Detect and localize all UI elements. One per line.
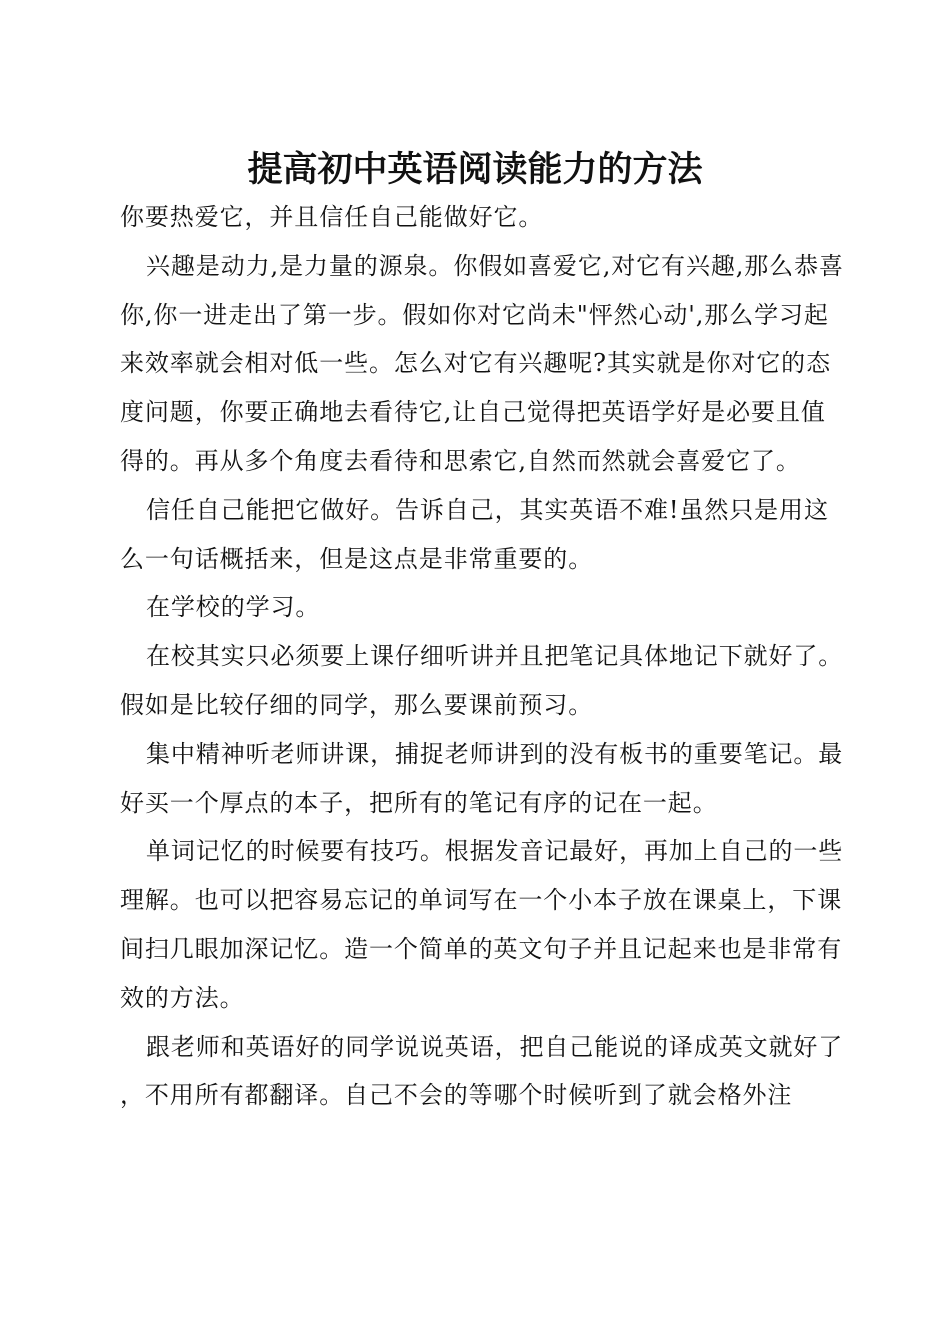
paragraph: 集中精神听老师讲课，捕捉老师讲到的没有板书的重要笔记。最好买一个厚点的本子，把所有的笔记有序的记在一起。 (120, 739, 844, 817)
document-title: 提高初中英语阅读能力的方法 (247, 149, 703, 190)
paragraph: 跟老师和英语好的同学说说英语，把自己能说的译成英文就好了，不用所有都翻译。自己不会的等哪个时候听到了就会格外注 (120, 1032, 844, 1110)
paragraph: 信任自己能把它做好。告诉自己，其实英语不难!虽然只是用这么一句话概括来，但是这点是非常重要的。 (120, 495, 829, 573)
paragraph: 单词记忆的时候要有技巧。根据发音记最好，再加上自己的一些理解。也可以把容易忘记的单词写在一个小本子放在课桌上，下课间扫几眼加深记忆。造一个简单的英文句子并且记起来也是非常有效的方法。 (120, 837, 844, 1012)
paragraph: 兴趣是动力,是力量的源泉。你假如喜爱它,对它有兴趣,那么恭喜你,你一进走出了第一步。假如你对它尚未"怦然心动',那么学习起来效率就会相对低一些。怎么对它有兴趣呢?其实就是你对它的态度问题，你要正确地去看待它,让自己觉得把英语学好是必要且值得的。再从多个角度去看待和思索它,自然而然就会喜爱它了。 (120, 251, 844, 475)
paragraph: 在校其实只必须要上课仔细听讲并且把笔记具体地记下就好了。假如是比较仔细的同学，那么要课前预习。 (120, 642, 844, 719)
paragraph: 在学校的学习。 (146, 593, 321, 622)
document-body (120, 193, 845, 1120)
paragraph: 你要热爱它，并且信任自己能做好它。 (120, 203, 544, 231)
